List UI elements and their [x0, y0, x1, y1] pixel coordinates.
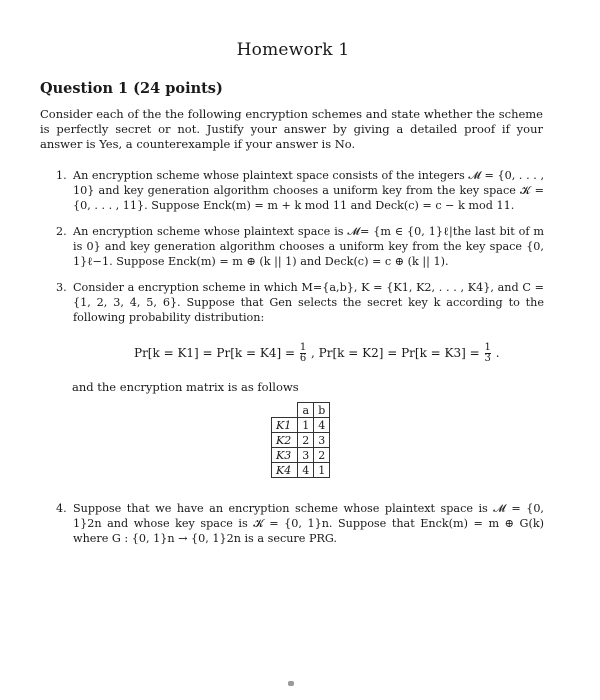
table-cell: 2	[314, 448, 330, 463]
table-row-key: K4	[272, 463, 298, 478]
table-cell: 3	[298, 448, 314, 463]
fraction-numerator: 1	[484, 342, 491, 353]
table-row	[272, 463, 330, 478]
item-number: 1.	[56, 169, 67, 182]
formula-middle: , Pr[k = K2] = Pr[k = K3] =	[311, 346, 480, 360]
formula-end: .	[495, 346, 500, 360]
question-heading: Question 1 (24 points)	[40, 80, 223, 97]
table-header-row	[272, 403, 330, 418]
item-number: 4.	[56, 502, 67, 515]
encryption-matrix-table	[271, 402, 330, 478]
page-title: Homework 1	[236, 40, 350, 60]
probability-formula	[134, 343, 500, 364]
fraction-denominator: 3	[484, 353, 491, 364]
table-row	[272, 448, 330, 463]
item-text: Consider a encryption scheme in which M={a,b}, K = {K1, K2, . . . , K4}, and C = {1, 2, 3, 4, 5, 6}. Suppose that Gen selects the secret key k according to the following probability distribution:	[73, 281, 544, 324]
list-item	[56, 280, 544, 325]
table-row-key: K3	[272, 448, 298, 463]
table-cell: 4	[314, 418, 330, 433]
list-item	[56, 501, 544, 546]
question-intro: Consider each of the the following encryption schemes and state whether the scheme is perfectly secret or not. Justify your answer by giving a detailed proof if your answer is Yes, a counterexample if your answer is No.	[40, 107, 543, 151]
list-item	[56, 168, 544, 213]
item-number: 2.	[56, 225, 67, 238]
table-cell: 3	[314, 433, 330, 448]
table-cell: 1	[314, 463, 330, 478]
item-text: Suppose that we have an encryption scheme whose plaintext space is 𝓜 = {0, 1}2n and whose key space is 𝓚 = {0, 1}n. Suppose that Enck(m) = m ⊕ G(k) where G : {0, 1}n → {0, 1}2n is a secure PRG.	[73, 502, 544, 545]
list-item	[56, 224, 544, 269]
table-cell: 1	[298, 418, 314, 433]
table-row-key: K2	[272, 433, 298, 448]
scroll-mark	[288, 681, 294, 686]
table-row	[272, 433, 330, 448]
table-row-key: K1	[272, 418, 298, 433]
item-number: 3.	[56, 281, 67, 294]
table-cell: 2	[298, 433, 314, 448]
table-header-cell: b	[314, 403, 330, 418]
matrix-caption: and the encryption matrix is as follows	[72, 380, 299, 394]
fraction-one-third	[485, 343, 491, 364]
item-text: An encryption scheme whose plaintext space is 𝓜= {m ∈ {0, 1}ℓ|the last bit of m is 0} and key generation algorithm chooses a uniform key from the key space {0, 1}ℓ−1. Suppose Enck(m) = m ⊕ (k || 1) and Deck(c) = c ⊕ (k || 1).	[73, 225, 544, 268]
fraction-numerator: 1	[299, 342, 307, 353]
fraction-one-sixth	[300, 343, 306, 364]
item-text: An encryption scheme whose plaintext space consists of the integers 𝓜 = {0, . . . , 10} and key generation algorithm chooses a uniform key from the key space 𝓚 = {0, . . . , 11}. Suppose Enck(m) = m + k mod 11 and Deck(c) = c − k mod 11.	[73, 169, 544, 212]
table-cell: 4	[298, 463, 314, 478]
fraction-denominator: 6	[299, 353, 307, 364]
table-corner-cell	[272, 403, 298, 418]
table-header-cell: a	[298, 403, 314, 418]
formula-left: Pr[k = K1] = Pr[k = K4] =	[134, 346, 296, 360]
table-row	[272, 418, 330, 433]
